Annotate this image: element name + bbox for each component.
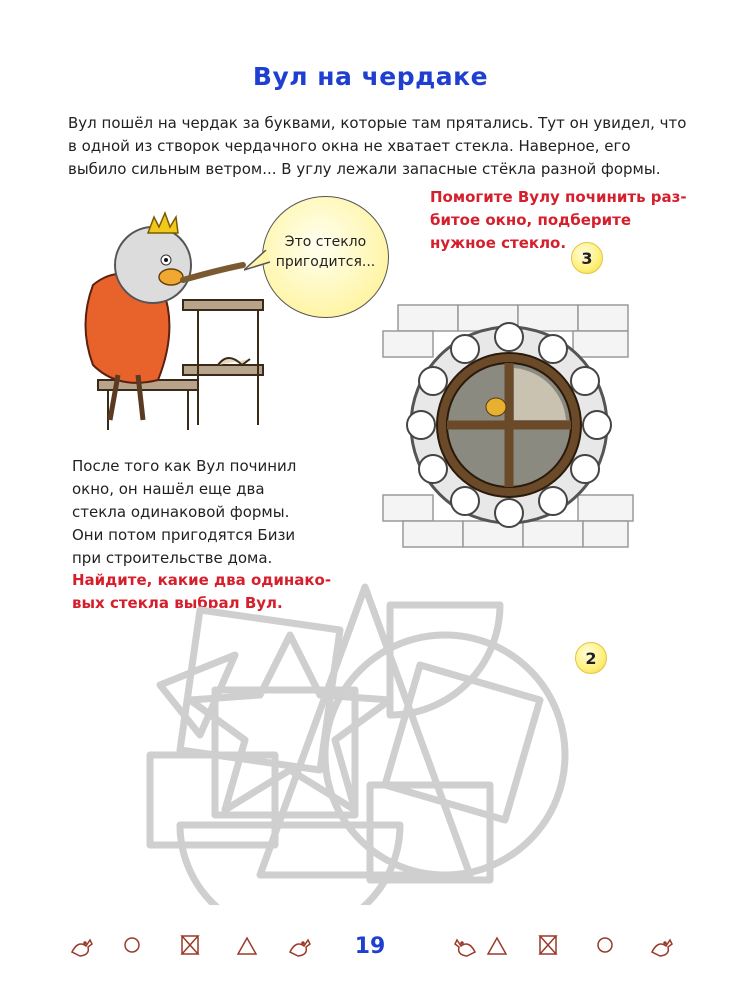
task-glass-prompt: Найдите, какие два одинако-вых стекла выбрал Вул. [72,571,332,612]
task-window-prompt: Помогите Вулу починить раз-битое окно, подберите нужное стекло. [430,188,687,252]
triangle-icon [488,938,506,954]
task-number-badge: 3 [571,242,603,274]
triangle-icon [238,938,256,954]
intro-paragraph: Вул пошёл на чердак за буквами, которые там прятались. Тут он увидел, что в одной из створок чердачного окна не хватает стекла. Наверное, его выбило сильным ветром... В углу лежали запасные стёкла разной формы. [68,114,687,178]
speech-bubble-text: Это стекло пригодится... [275,234,376,270]
page-title: Вул на чердаке [252,62,489,91]
hourglass-icon [540,936,556,954]
hourglass-icon [182,936,198,954]
overlapping-glass-shapes [140,575,580,905]
story-paragraph: После того как Вул починил окно, он нашёл еще два стекла одинаковой формы. Они потом пригодятся Бизи при строительстве дома. [72,457,297,567]
bird-icon [455,940,475,956]
character-illustration [68,205,268,435]
task-number-badge: 2 [575,642,607,674]
circle-icon [598,938,612,952]
circle-icon [125,938,139,952]
bird-icon [652,940,672,956]
bird-icon [290,940,310,956]
round-window-illustration [378,295,640,570]
page-number: 19 [354,934,386,959]
bird-icon [72,940,92,956]
